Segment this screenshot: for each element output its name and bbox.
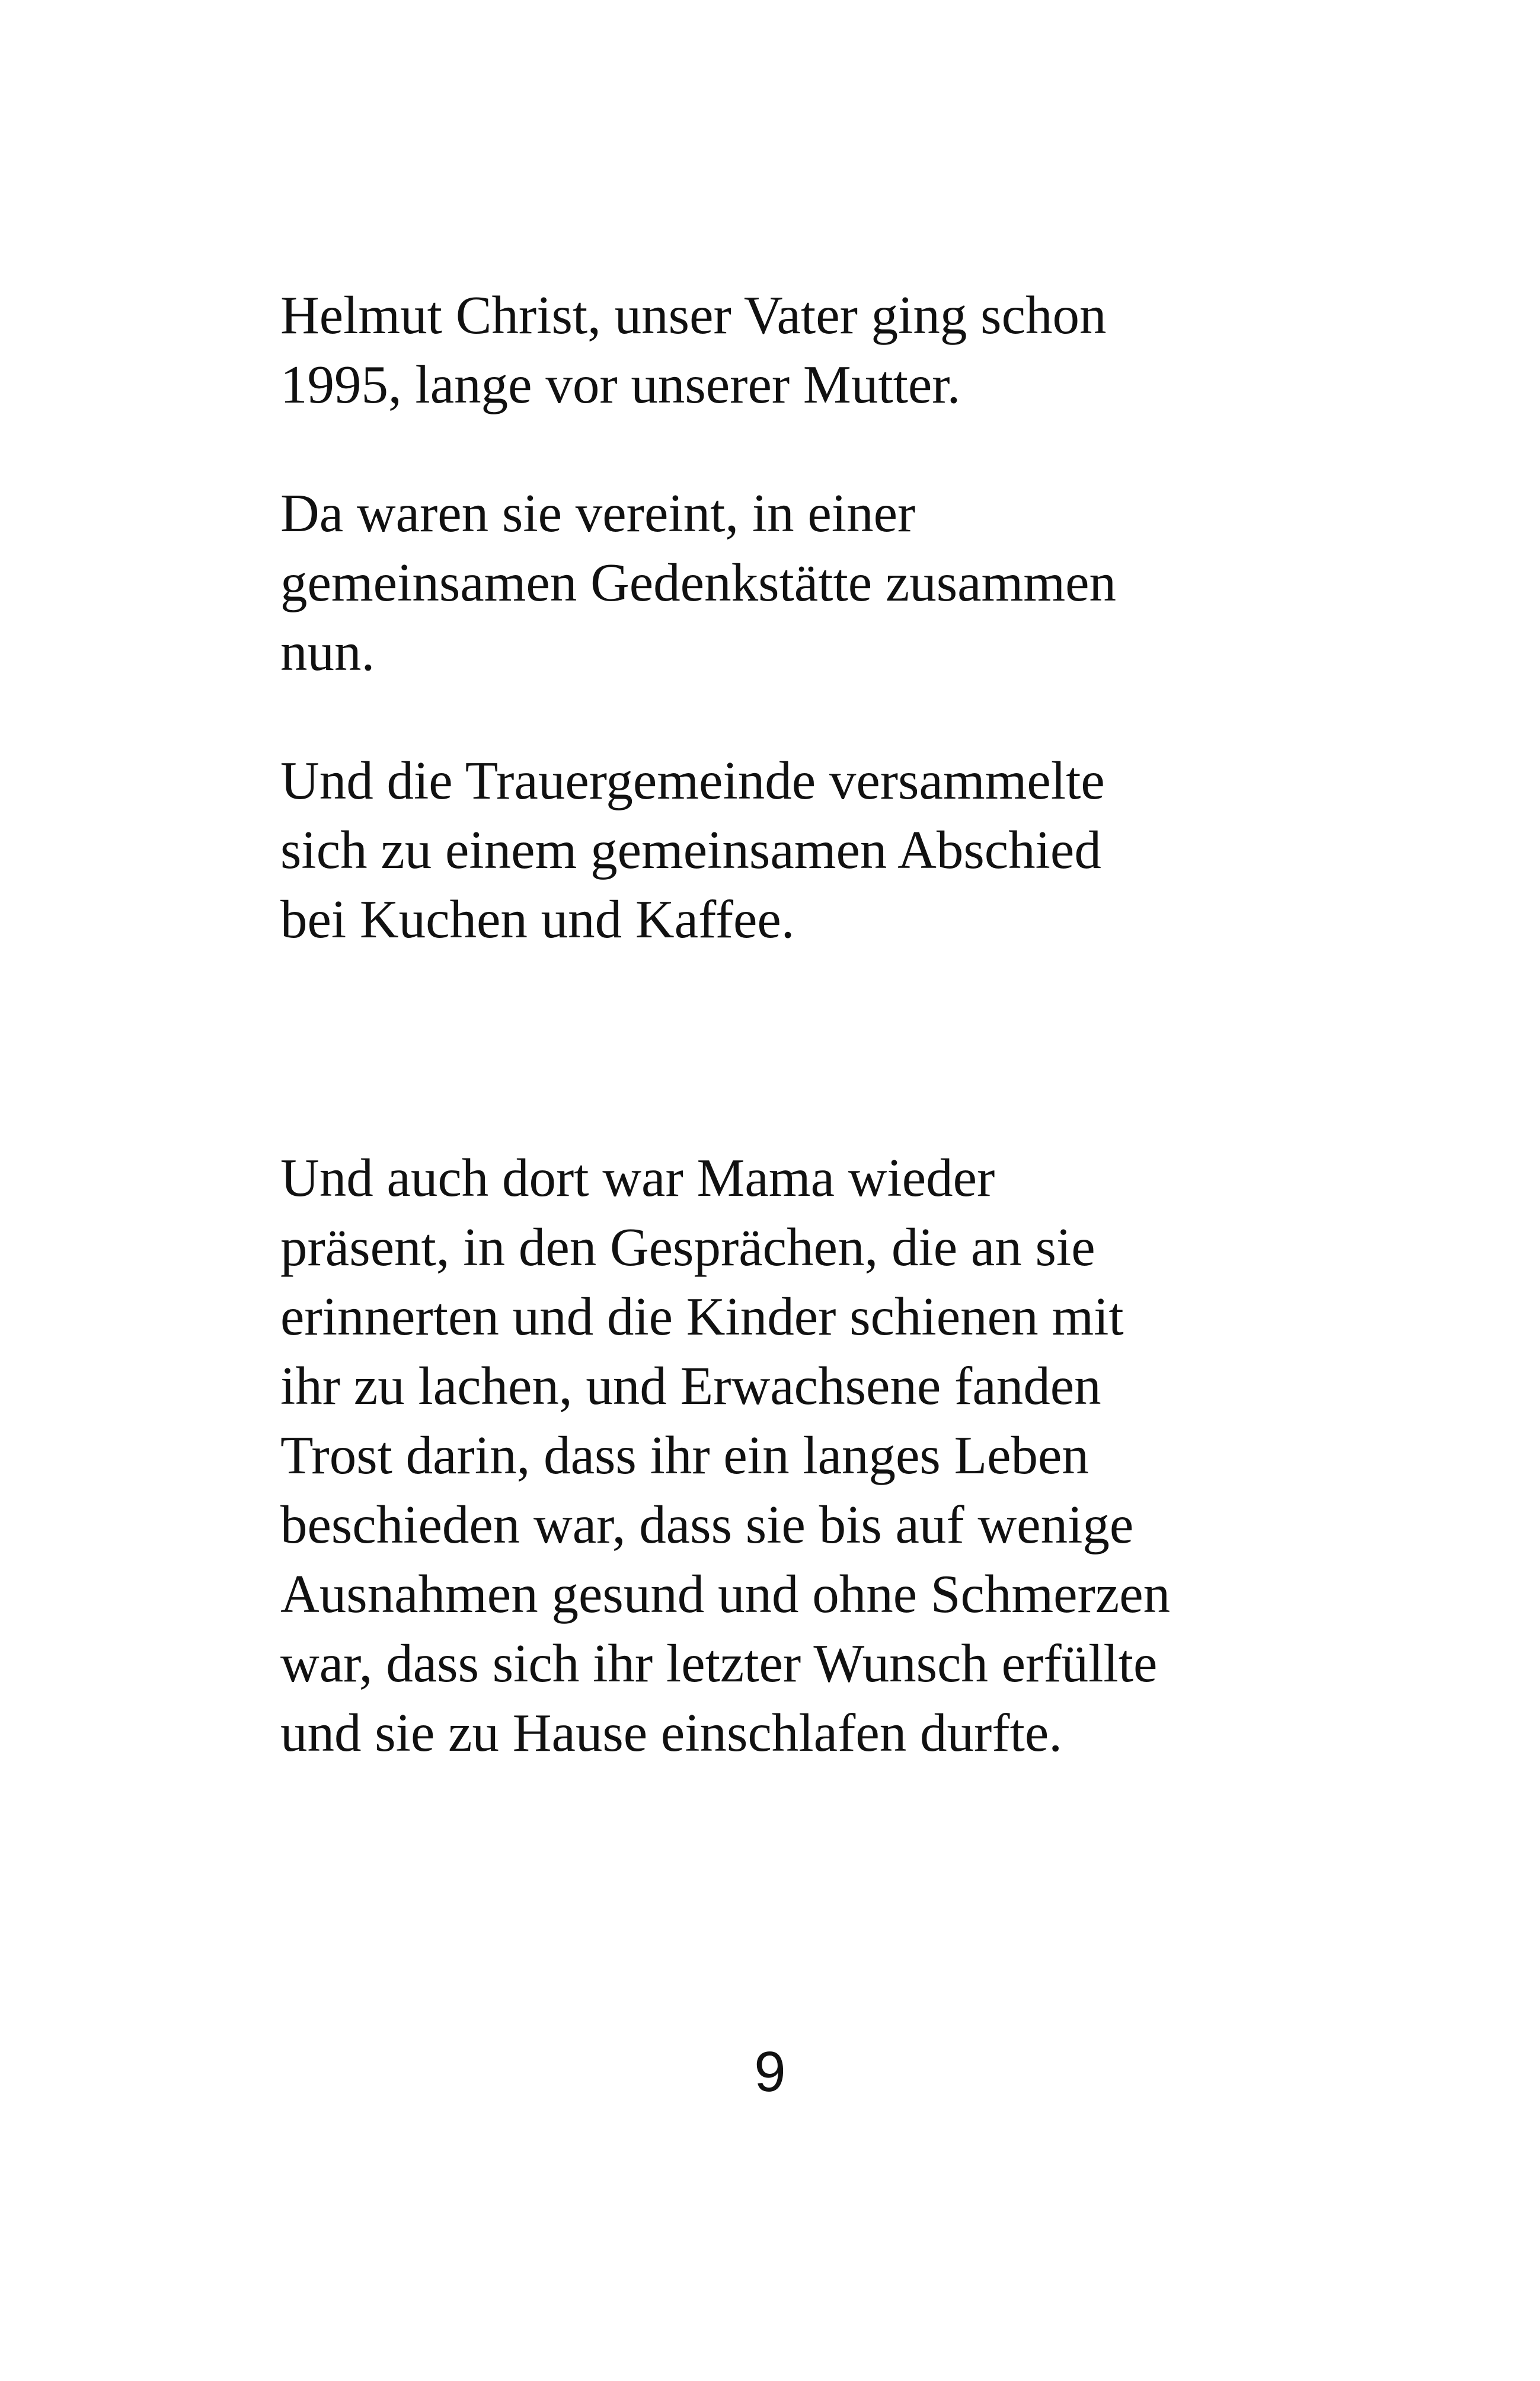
paragraph-remembrance <box>280 1143 1300 1767</box>
text-line: und sie zu Hause einschlafen durfte. <box>280 1703 1063 1763</box>
text-line: Helmut Christ, unser Vater ging schon <box>280 285 1107 345</box>
paragraph-memorial <box>280 478 1300 687</box>
text-line: 1995, lange vor unserer Mutter. <box>280 355 961 414</box>
paragraph-mourners <box>280 746 1300 954</box>
text-line: beschieden war, dass sie bis auf wenige <box>280 1495 1134 1555</box>
page-number: 9 <box>754 2040 786 2104</box>
text-line: Trost darin, dass ihr ein langes Leben <box>280 1425 1089 1485</box>
text-line: präsent, in den Gesprächen, die an sie <box>280 1217 1095 1277</box>
text-line: gemeinsamen Gedenkstätte zusammen <box>280 553 1117 612</box>
text-line: ihr zu lachen, und Erwachsene fanden <box>280 1356 1101 1416</box>
text-line: sich zu einem gemeinsamen Abschied <box>280 820 1101 880</box>
paragraph-father <box>280 280 1300 419</box>
text-line: war, dass sich ihr letzter Wunsch erfüllte <box>280 1633 1158 1693</box>
text-line: Da waren sie vereint, in einer <box>280 483 916 543</box>
text-line: bei Kuchen und Kaffee. <box>280 889 795 949</box>
text-line: Und die Trauergemeinde versammelte <box>280 751 1105 810</box>
text-line: nun. <box>280 622 375 682</box>
text-line: Und auch dort war Mama wieder <box>280 1148 995 1208</box>
text-line: Ausnahmen gesund und ohne Schmerzen <box>280 1564 1171 1624</box>
text-line: erinnerten und die Kinder schienen mit <box>280 1287 1124 1346</box>
